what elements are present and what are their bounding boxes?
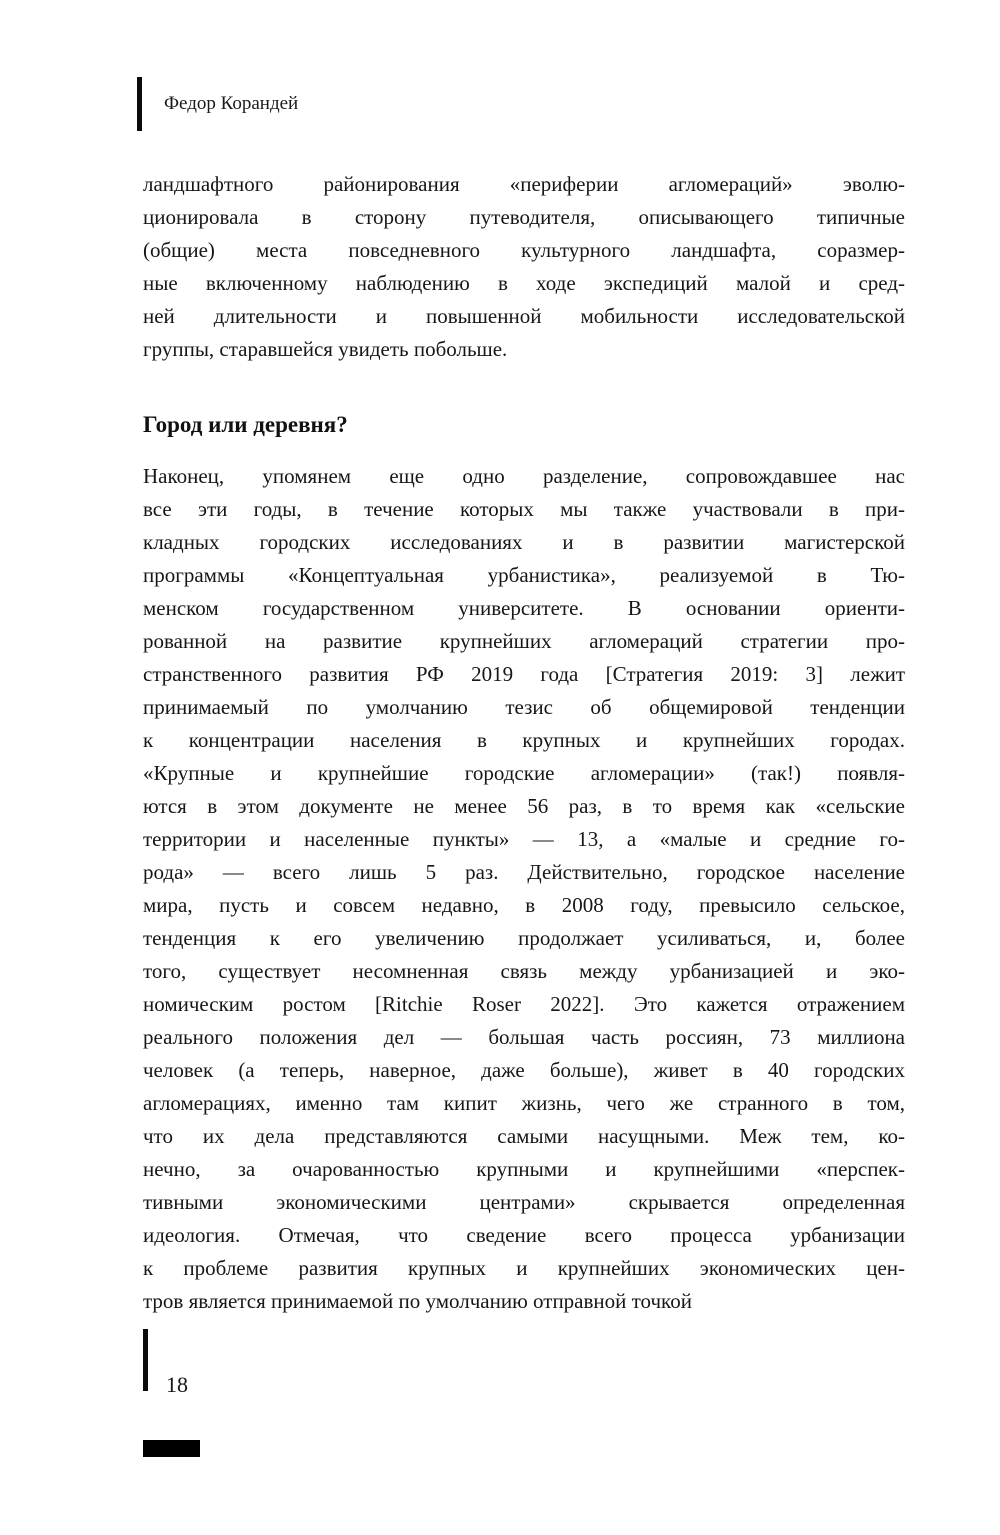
text-line: тров является принимаемой по умолчанию отправной точкой [143,1289,692,1313]
print-mark [143,1440,200,1457]
text-line: что их дела представляются самыми насущными. Меж тем, ко- [143,1124,905,1148]
text-line: странственного развития РФ 2019 года [Стратегия 2019: 3] лежит [143,662,905,686]
text-line: территории и населенные пункты» — 13, а «малые и средние го- [143,827,905,851]
text-line: рованной на развитие крупнейших агломераций стратегии про- [143,629,905,653]
footer-rule [143,1329,148,1391]
text-line: нечно, за очарованностью крупными и крупнейшими «перспек- [143,1157,905,1181]
text-line: рода» — всего лишь 5 раз. Действительно, городское население [143,860,905,884]
text-line: ются в этом документе не менее 56 раз, в то время как «сельские [143,794,905,818]
text-line: программы «Концептуальная урбанистика», реализуемой в Тю- [143,563,905,587]
text-line: номическим ростом [Ritchie Roser 2022]. Это кажется отражением [143,992,905,1016]
page-number: 18 [166,1372,188,1397]
text-line: ней длительности и повышенной мобильности исследовательской [143,304,905,328]
text-line: к концентрации населения в крупных и крупнейших городах. [143,728,905,752]
text-line: группы, старавшейся увидеть побольше. [143,337,508,361]
text-line: мира, пусть и совсем недавно, в 2008 году, превысило сельское, [143,893,905,917]
running-head-rule [137,77,142,131]
paragraph [143,168,905,366]
text-line: кладных городских исследованиях и в развитии магистерской [143,530,905,554]
text-line: менском государственном университете. В основании ориенти- [143,596,905,620]
text-line: ландшафтного районирования «периферии агломераций» эволю- [143,172,905,196]
text-line: «Крупные и крупнейшие городские агломерации» (так!) появля- [143,761,905,785]
text-line: тивными экономическими центрами» скрывается определенная [143,1190,905,1214]
text-line: человек (а теперь, наверное, даже больше), живет в 40 городских [143,1058,905,1082]
text-line: ные включенному наблюдению в ходе экспедиций малой и сред- [143,271,905,295]
text-line: все эти годы, в течение которых мы также участвовали в при- [143,497,905,521]
text-line: к проблеме развития крупных и крупнейших экономических цен- [143,1256,905,1280]
text-line: агломерациях, именно там кипит жизнь, чего же странного в том, [143,1091,905,1115]
running-head-author: Федор Корандей [164,93,299,114]
text-line: (общие) места повседневного культурного ландшафта, соразмер- [143,238,905,262]
text-line: идеология. Отмечая, что сведение всего процесса урбанизации [143,1223,905,1247]
text-line: того, существует несомненная связь между урбанизацией и эко- [143,959,905,983]
text-line: тенденция к его увеличению продолжает усиливаться, и, более [143,926,905,950]
text-line: ционировала в сторону путеводителя, описывающего типичные [143,205,905,229]
text-line: реального положения дел — большая часть россиян, 73 миллиона [143,1025,905,1049]
paragraph [143,460,905,1318]
text-line: принимаемый по умолчанию тезис об общемировой тенденции [143,695,905,719]
text-line: Наконец, упомянем еще одно разделение, сопровождавшее нас [143,464,905,488]
running-head [137,77,298,131]
section-heading: Город или деревня? [143,412,348,437]
content-blocks [143,168,905,1318]
